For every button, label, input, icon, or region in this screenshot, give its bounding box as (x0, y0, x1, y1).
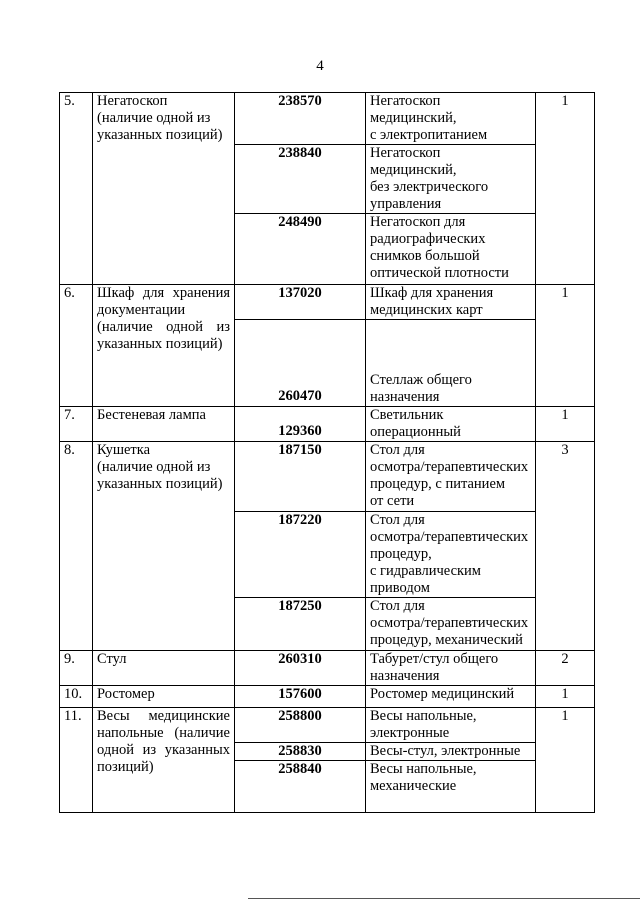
item-quantity: 3 (536, 442, 595, 651)
item-quantity: 1 (536, 285, 595, 407)
table-row (60, 407, 595, 442)
item-description: Стол для осмотра/терапевтических процедур, с питанием от сети (366, 442, 536, 512)
item-name: Бестеневая лампа (93, 407, 235, 442)
item-quantity: 1 (536, 708, 595, 813)
item-quantity: 1 (536, 93, 595, 285)
row-number: 6. (60, 285, 93, 407)
item-code: 258800 (235, 708, 366, 743)
item-code: 248490 (235, 214, 366, 285)
item-code: 187250 (235, 598, 366, 651)
item-code: 157600 (235, 686, 366, 708)
item-quantity: 1 (536, 686, 595, 708)
item-name: Шкаф для хранения документации (наличие одной из указанных позиций) (93, 285, 235, 407)
row-number: 11. (60, 708, 93, 813)
item-quantity: 2 (536, 651, 595, 686)
row-number: 8. (60, 442, 93, 651)
item-description: Негатоскоп для радиографических снимков большой оптической плотности (366, 214, 536, 285)
item-code: 238570 (235, 93, 366, 145)
item-code: 258840 (235, 761, 366, 813)
table-row (60, 686, 595, 708)
item-description: Табурет/стул общего назначения (366, 651, 536, 686)
item-code: 258830 (235, 743, 366, 761)
item-description: Негатоскоп медицинский, с электропитанием (366, 93, 536, 145)
item-description: Весы напольные, механические (366, 761, 536, 813)
item-name: Ростомер (93, 686, 235, 708)
table-row (60, 442, 595, 512)
item-code: 129360 (235, 407, 366, 442)
row-number: 9. (60, 651, 93, 686)
item-description: Стол для осмотра/терапевтических процедур, механический (366, 598, 536, 651)
item-description: Негатоскоп медицинский, без электрического управления (366, 145, 536, 214)
scan-edge-line (248, 898, 640, 899)
item-description: Светильник операционный (366, 407, 536, 442)
item-code: 260470 (235, 320, 366, 407)
item-description: Ростомер медицинский (366, 686, 536, 708)
row-number: 10. (60, 686, 93, 708)
item-name-text: Кушетка (наличие одной из указанных позиций) (97, 442, 223, 492)
table-row (60, 93, 595, 145)
item-code: 187220 (235, 512, 366, 598)
item-code: 137020 (235, 285, 366, 320)
page-number: 4 (316, 58, 324, 74)
item-description: Стеллаж общего назначения (366, 320, 536, 407)
item-quantity: 1 (536, 407, 595, 442)
item-description: Весы-стул, электронные (366, 743, 536, 761)
item-description: Шкаф для хранения медицинских карт (366, 285, 536, 320)
item-name (93, 93, 235, 285)
table-row (60, 651, 595, 686)
item-description: Весы напольные, электронные (366, 708, 536, 743)
item-code: 260310 (235, 651, 366, 686)
row-number: 5. (60, 93, 93, 285)
table-row (60, 285, 595, 320)
item-name: Стул (93, 651, 235, 686)
item-name-text: Негатоскоп (наличие одной из указанных позиций) (97, 93, 223, 143)
row-number: 7. (60, 407, 93, 442)
item-name (93, 442, 235, 651)
item-code: 238840 (235, 145, 366, 214)
item-name: Весы медицинские напольные (наличие одной из указанных позиций) (93, 708, 235, 813)
table-row (60, 708, 595, 743)
item-code: 187150 (235, 442, 366, 512)
equipment-table (59, 92, 595, 813)
item-description: Стол для осмотра/терапевтических процедур, с гидравлическим приводом (366, 512, 536, 598)
